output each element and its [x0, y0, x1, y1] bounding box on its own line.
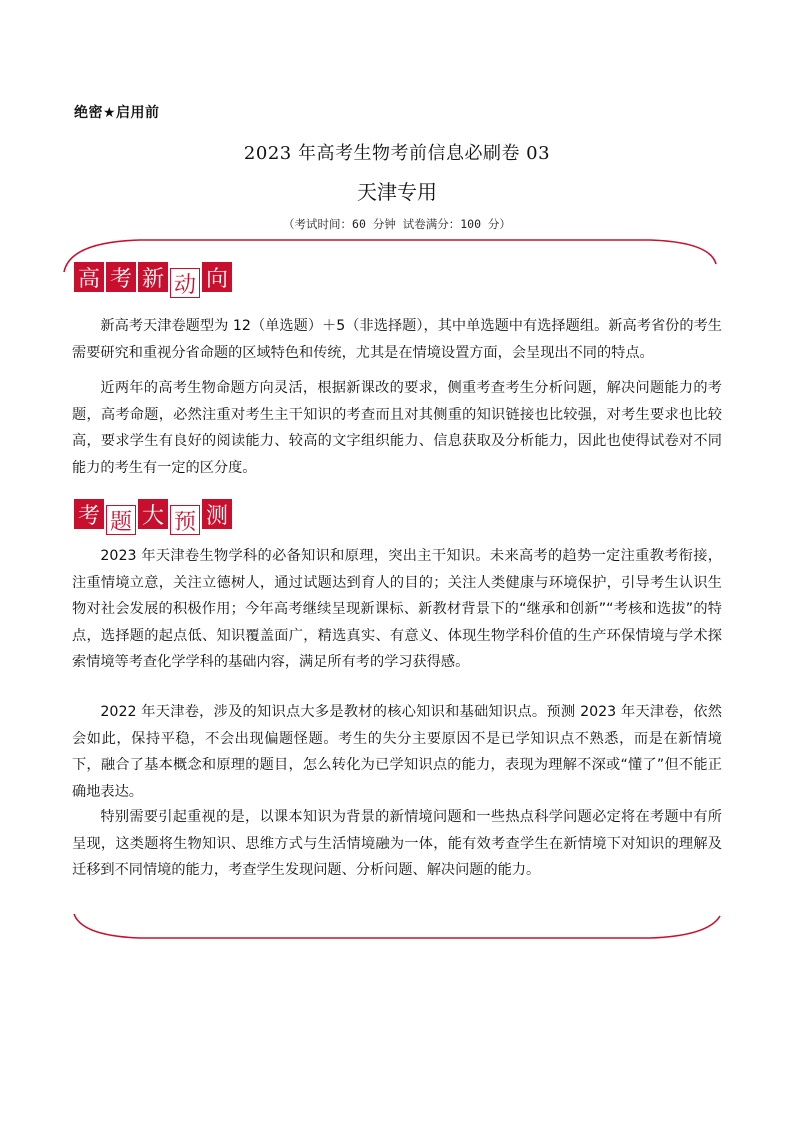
paragraph: 近两年的高考生物命题方向灵活，根据新课改的要求，侧重考查考生分析问题，解决问题能力的考题，高考命题，必然注重对考生主干知识的考查而且对其侧重的知识链接也比较强，对考生要求也比较高，要求学生有良好的阅读能力、较高的文字组织能力、信息获取及分析能力，因此也使得试卷对不同能力的考生有一定的区分度。 [72, 380, 722, 476]
badge-char: 题 [106, 505, 136, 535]
section-badge-gaokao-xindongxiang [74, 262, 232, 298]
badge-char: 动 [170, 268, 200, 298]
exam-info: （考试时间：60 分钟 试卷满分：100 分） [283, 217, 511, 231]
bottom-decorative-curve [60, 906, 730, 946]
badge-char: 大 [138, 499, 168, 529]
page-title: 2023 年高考生物考前信息必刷卷 03 [243, 143, 551, 164]
badge-char: 高 [74, 262, 104, 292]
section-badge-kaoti-dayuce [74, 499, 232, 535]
badge-char: 考 [106, 262, 136, 292]
paragraph: 新高考天津卷题型为 12（单选题）＋5（非选择题），其中单选题中有选择题组。新高考省份的考生需要研究和重视分省命题的区域特色和传统，尤其是在情境设置方面，会呈现出不同的特点。 [72, 318, 722, 361]
badge-char: 测 [202, 499, 232, 529]
badge-char: 预 [170, 505, 200, 535]
page-subtitle: 天津专用 [357, 180, 437, 204]
paragraph: 2023 年天津卷生物学科的必备知识和原理，突出主干知识。未来高考的趋势一定注重教考衔接，注重情境立意，关注立德树人，通过试题达到育人的目的；关注人类健康与环境保护，引导考生认识生物对社会发展的积极作用；今年高考继续呈现新课标、新教材背景下的“继承和创新”“考核和选拔”的特点，选择题的起点低、知识覆盖面广，精选真实、有意义、体现生物学科价值的生产环保情境与学术探索情境等考查化学学科的基础内容，满足所有考的学习获得感。 [72, 548, 722, 670]
badge-char: 新 [138, 262, 168, 292]
badge-char: 向 [202, 262, 232, 292]
badge-char: 考 [74, 499, 104, 529]
secret-label: 绝密★启用前 [74, 105, 160, 121]
paragraph: 2022 年天津卷，涉及的知识点大多是教材的核心知识和基础知识点。预测 2023 年天津卷，依然会如此，保持平稳，不会出现偏题怪题。考生的失分主要原因不是已学知识点不熟悉，而是在新情境下，融合了基本概念和原理的题目，怎么转化为已学知识点的能力，表现为理解不深或“懂了”但不能正确地表达。 [72, 704, 722, 800]
paragraph: 特别需要引起重视的是，以课本知识为背景的新情境问题和一些热点科学问题必定将在考题中有所呈现，这类题将生物知识、思维方式与生活情境融为一体，能有效考查学生在新情境下对知识的理解及迁移到不同情境的能力，考查学生发现问题、分析问题、解决问题的能力。 [72, 809, 722, 878]
